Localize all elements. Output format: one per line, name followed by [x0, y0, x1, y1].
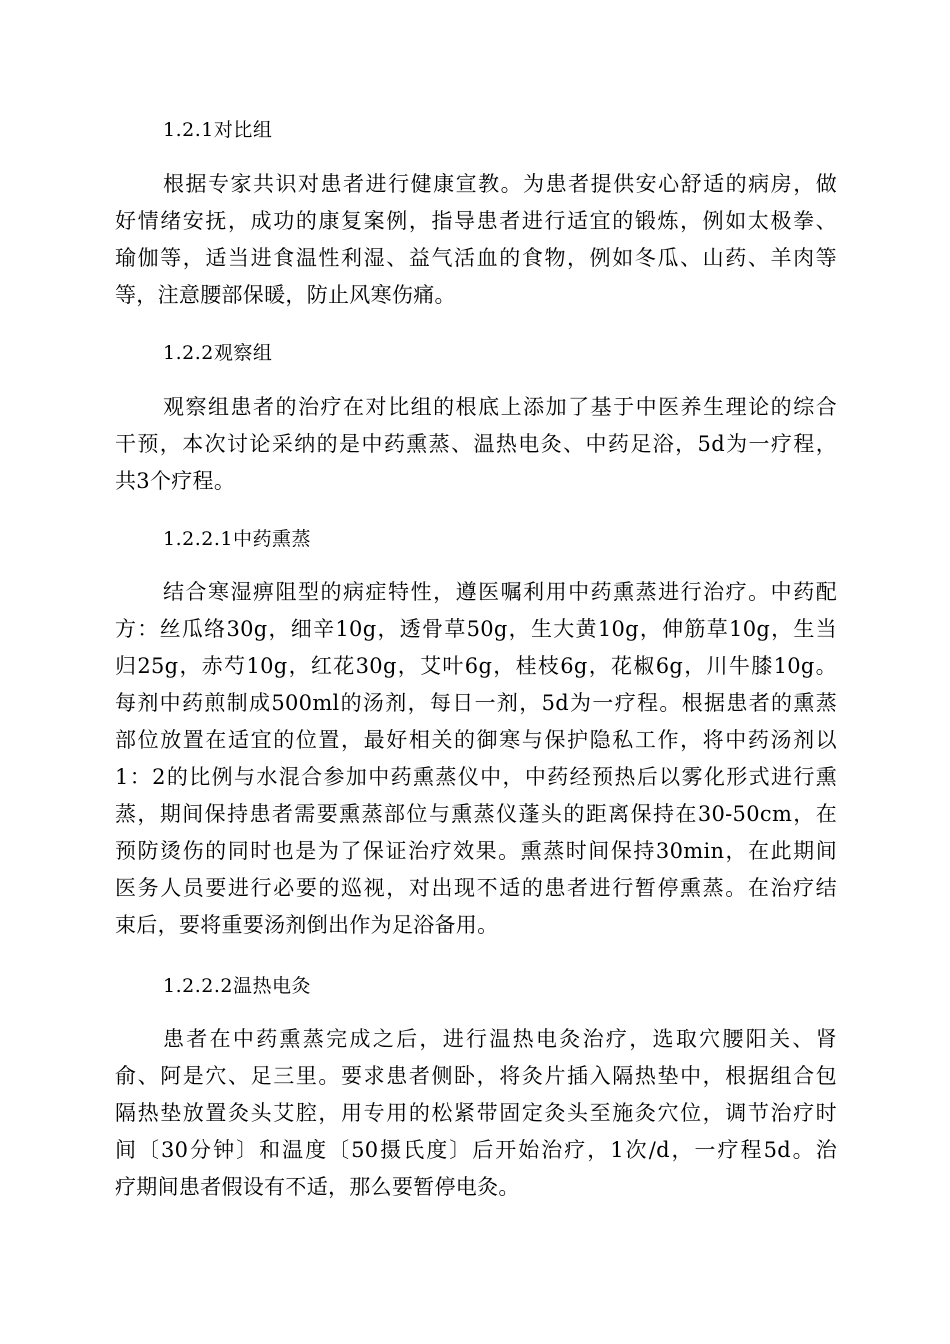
- paragraph-control-group: [115, 166, 837, 314]
- paragraph-line: 观察组患者的治疗在对比组的根底上添加了基于中医养生理论的综合: [163, 395, 837, 419]
- section-heading-1-2-2-1: 1.2.2.1中药熏蒸: [163, 528, 311, 550]
- paragraph-herbal-fumigation: [115, 574, 837, 944]
- paragraph-line: 1：2的比例与水混合参加中药熏蒸仪中，中药经预热后以雾化形式进行熏: [115, 765, 837, 789]
- paragraph-warm-electro-moxibustion: [115, 1021, 837, 1206]
- paragraph-line: 好情绪安抚，成功的康复案例，指导患者进行适宜的锻炼，例如太极拳、: [115, 209, 837, 233]
- section-heading-1-2-2: 1.2.2观察组: [163, 342, 273, 364]
- paragraph-line: 隔热垫放置灸头艾腔，用专用的松紧带固定灸头至施灸穴位，调节治疗时: [115, 1101, 837, 1125]
- paragraph-line: 干预，本次讨论采纳的是中药熏蒸、温热电灸、中药足浴，5d为一疗程，: [115, 432, 837, 456]
- paragraph-line: 等，注意腰部保暖，防止风寒伤痛。: [115, 283, 456, 307]
- paragraph-line: 蒸，期间保持患者需要熏蒸部位与熏蒸仪蓬头的距离保持在30-50cm，在: [115, 802, 837, 826]
- paragraph-line: 疗期间患者假设有不适，那么要暂停电灸。: [115, 1175, 520, 1199]
- paragraph-line: 根据专家共识对患者进行健康宣教。为患者提供安心舒适的病房，做: [163, 172, 837, 196]
- paragraph-line: 间〔30分钟〕和温度〔50摄氏度〕后开始治疗，1次/d，一疗程5d。治: [115, 1138, 837, 1162]
- paragraph-line: 部位放置在适宜的位置，最好相关的御寒与保护隐私工作，将中药汤剂以: [115, 728, 837, 752]
- paragraph-observation-group: [115, 389, 837, 500]
- paragraph-line: 俞、阿是穴、足三里。要求患者侧卧，将灸片插入隔热垫中，根据组合包: [115, 1064, 837, 1088]
- paragraph-line: 预防烫伤的同时也是为了保证治疗效果。熏蒸时间保持30min，在此期间: [115, 839, 837, 863]
- section-heading-1-2-1: 1.2.1对比组: [163, 119, 273, 141]
- paragraph-line: 瑜伽等，适当进食温性利湿、益气活血的食物，例如冬瓜、山药、羊肉等: [115, 246, 837, 270]
- paragraph-line: 束后，要将重要汤剂倒出作为足浴备用。: [115, 913, 499, 937]
- paragraph-line: 结合寒湿痹阻型的病症特性，遵医嘱利用中药熏蒸进行治疗。中药配: [163, 580, 837, 604]
- paragraph-line: 医务人员要进行必要的巡视，对出现不适的患者进行暂停熏蒸。在治疗结: [115, 876, 837, 900]
- paragraph-line: 归25g，赤芍10g，红花30g，艾叶6g，桂枝6g，花椒6g，川牛膝10g。: [115, 654, 837, 678]
- paragraph-line: 方：丝瓜络30g，细辛10g，透骨草50g，生大黄10g，伸筋草10g，生当: [115, 617, 837, 641]
- paragraph-line: 共3个疗程。: [115, 469, 236, 493]
- section-heading-1-2-2-2: 1.2.2.2温热电灸: [163, 975, 311, 997]
- paragraph-line: 患者在中药熏蒸完成之后，进行温热电灸治疗，选取穴腰阳关、肾: [163, 1027, 837, 1051]
- paragraph-line: 每剂中药煎制成500ml的汤剂，每日一剂，5d为一疗程。根据患者的熏蒸: [115, 691, 837, 715]
